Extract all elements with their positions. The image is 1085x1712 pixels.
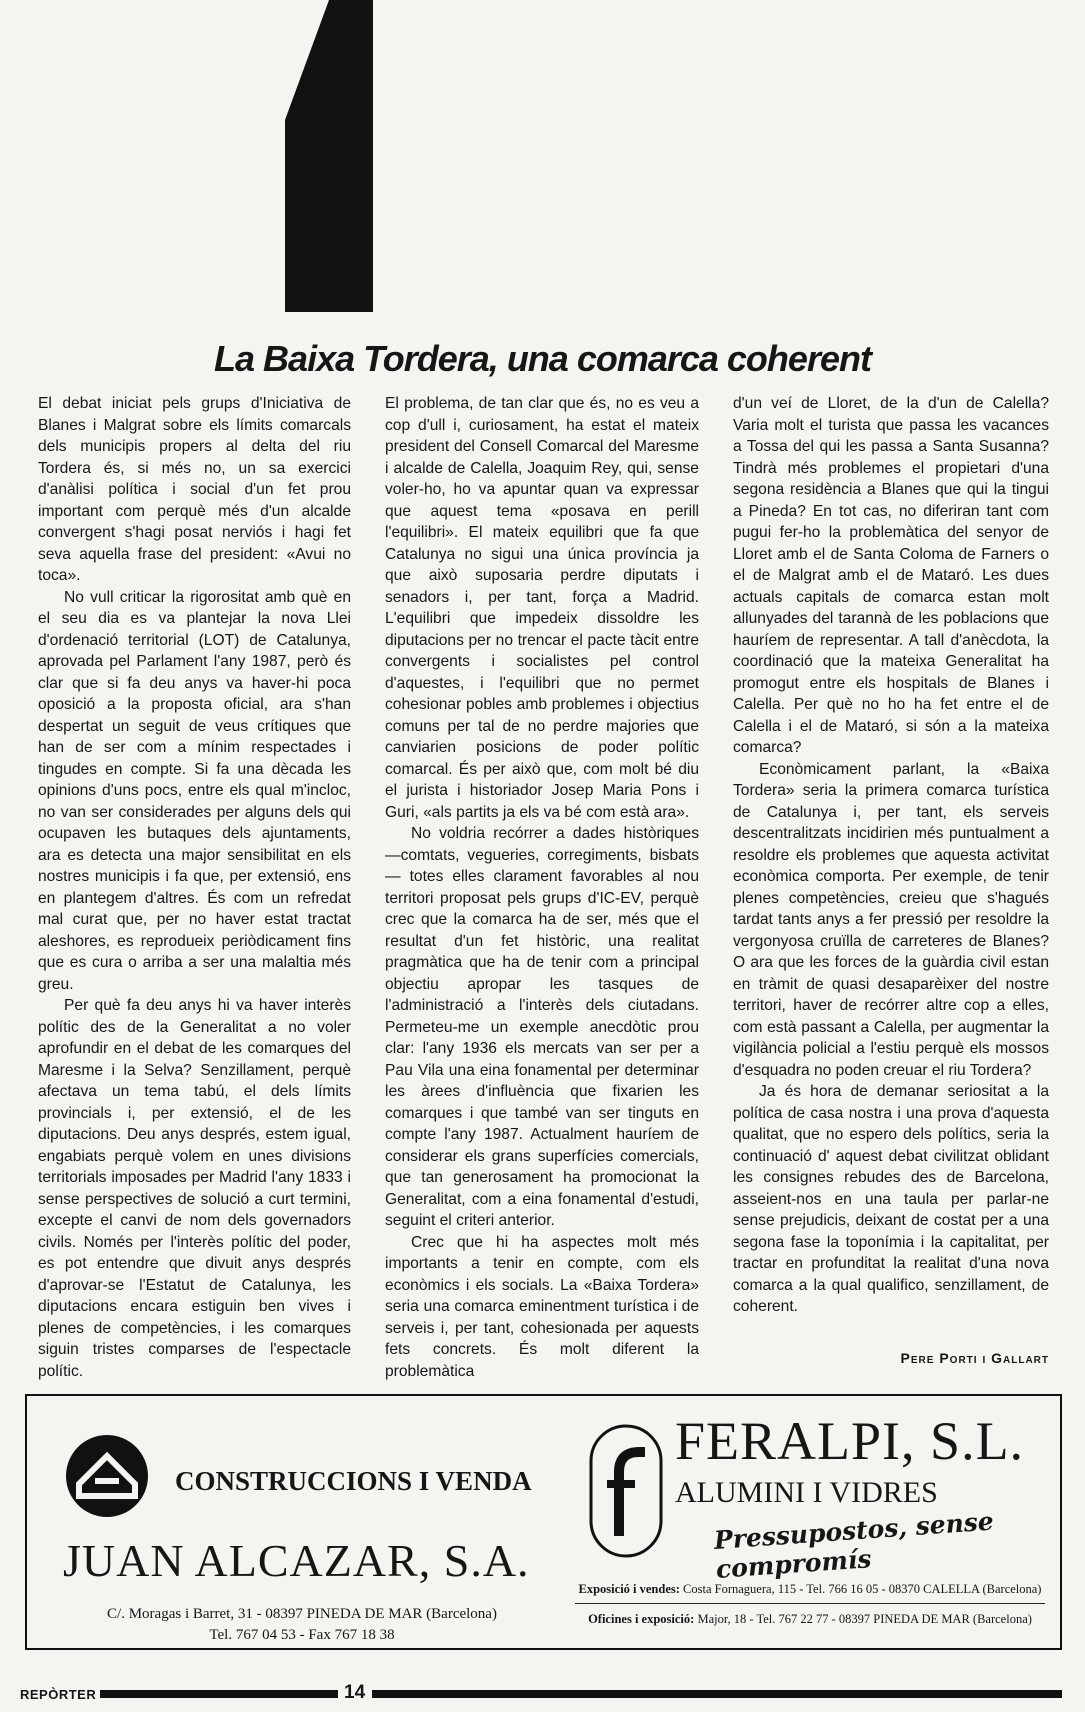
ad-feralpi-divider — [575, 1603, 1045, 1604]
ad-feralpi-name: FERALPI, S.L. — [675, 1411, 1025, 1471]
paragraph: Econòmicament parlant, la «Baixa Tordera» seria la primera comarca turística de Catalunya i, per tant, els serveis descentralitzats incidirien més puntualment a resoldre els problemes que aquesta activitat econòmica comporta. Per exemple, de tenir plenes competències, creieu que s'hagués tardat tants anys a fer pressió per resoldre la vergonyosa cruïlla de carreteres de Blanes? O ara que les forces de la guàrdia civil estan en tràmit de quasi desaparèixer del nostre territori, haver de recórrer altre cop a elles, com està passant a Calella, per augmentar la vigilància policial a l'estiu perquè els mossos d'esquadra no poden creuar el riu Tordera? — [733, 760, 1049, 1079]
article-column-1 — [38, 393, 351, 1382]
paragraph: d'un veí de Lloret, de la d'un de Calella? Varia molt el turista que passa les vacances a Tossa del qui les passa a Santa Susanna? Tindrà més problemes el propietari d'una segona residència a Blanes que qui la tingui a Pineda? En tot cas, no diferiran tant com pugui fer-ho la problemàtica del senyor de Lloret amb el de Santa Coloma de Farners o el de Malgrat amb el de Mataró. Les dues actuals capitals de comarca estan molt allunyades del tarannà de les poblacions que hauríem de representar. A tall d'anècdota, la coordinació que la mateixa Generalitat ha promogut entre els hospitals de Blanes i Calella. Per què no ho ha fet entre el de Calella i el de Mataró, si són a la mateixa comarca? — [733, 395, 1049, 756]
publication-name: REPÒRTER — [20, 1687, 97, 1702]
ad-address: C/. Moragas i Barret, 31 - 08397 PINEDA DE MAR (Barcelona) — [107, 1606, 497, 1622]
f-logo-icon — [589, 1424, 663, 1558]
line2-text: Major, 18 - Tel. 767 22 77 - 08397 PINEDA DE MAR (Barcelona) — [697, 1612, 1032, 1626]
article-author: Pere Porti i Gallart — [900, 1350, 1049, 1366]
line1-text: Costa Fornaguera, 115 - Tel. 766 16 05 - 08370 CALELLA (Barcelona) — [683, 1582, 1042, 1596]
paragraph: El problema, de tan clar que és, no es veu a cop d'ull i, curiosament, ha estat el mateix president del Consell Comarcal del Maresme i alcalde de Calella, Joaquim Rey, qui, sense voler-ho, ho va apuntar quan va expressar que aquest tema «posava en perill l'equilibri». El mateix equilibri que fa que Catalunya no sigui una única província ja que això suposaria perdre diputats i senadors i, per tant, força a Madrid. L'equilibri que impedeix dissoldre les diputacions per no trencar el pacte tàcit entre convergents i socialistes pel control d'aquestes, i l'equilibri que no permet cohesionar pobles amb problemes i objectius comuns per tal de no perdre majories que canviarien posicions de poder polític comarcal. És per això que, com molt bé diu el jurista i historiador Josep Maria Pons i Guri, «als partits ja els va bé com està ara». — [385, 395, 699, 821]
house-logo-icon — [65, 1434, 149, 1518]
line2-label: Oficines i exposició: — [588, 1612, 695, 1626]
advertisement-box — [25, 1394, 1062, 1650]
paragraph: Ja és hora de demanar seriositat a la política de casa nostra i una prova d'aquesta qualitat, que no espero dels polítics, seria la continuació d' aquest debat civilitzat oblidant les consignes rebudes des de Barcelona, asseient-nos en una taula per parlar-ne sense prejudicis, deixant de costat per a una segona fase la toponímia i la capitalitat, per tractar en profunditat la realitat d'una nova comarca a la qual qualifico, senzillament, de coherent. — [733, 1083, 1049, 1315]
article-column-2 — [385, 393, 699, 1382]
paragraph: No voldria recórrer a dades històriques —comtats, vegueries, corregiments, bisbats— totes elles clarament favorables al nou territori proposat pels grups d'IC-EV, perquè crec que la comarca ha de ser, més que el resultat d'un fet històric, una realitat pragmàtica que ha de tenir com a principal objectiu apropar les tasques de l'administració a l'interès dels ciutadans. Permeteu-me un exemple anecdòtic prou clar: l'any 1936 els mercats van ser per a Pau Vila una eina fonamental per determinar les àrees d'influència que fixarien les comarques i que també van ser tinguts en compte l'any 1987. Actualment hauríem de considerar els grans superfícies comercials, que tan generosament ha promocionat la Generalitat, com a eina fonamental d'estudi, seguint el criteri anterior. — [385, 825, 699, 1229]
ad-company-name: JUAN ALCAZAR, S.A. — [63, 1535, 530, 1586]
article-column-3 — [733, 393, 1049, 1318]
line1-label: Exposició i vendes: — [578, 1582, 680, 1596]
article-title: La Baixa Tordera, una comarca coherent — [214, 338, 871, 379]
footer-rule-right — [372, 1690, 1062, 1698]
paragraph: Crec que hi ha aspectes molt més importants a tenir en compte, com els econòmics i els socials. La «Baixa Tordera» seria una comarca eminentment turística i de serveis i, per tant, cohesionada per aquests fets concrets. És molt diferent la problemàtica — [385, 1233, 699, 1380]
page-number: 14 — [344, 1682, 366, 1703]
ad-headline: CONSTRUCCIONS I VENDA — [175, 1466, 532, 1496]
paragraph: Per què fa deu anys hi va haver interès polític des de la Generalitat a no voler aprofundir en el debat de les comarques del Maresme i la Selva? Senzillament, perquè afectava un tema tabú, el dels límits provincials i, per extensió, el de les diputacions. Deu anys després, estem igual, engabiats perquè volem en unes divisions territorials imposades per Madrid l'any 1833 i sense perspectives de solució a curt termini, excepte el canvi de nom dels governadors civils. Només per l'interès polític del poder, es pot entendre que divuit anys després d'aprovar-se l'Estatut de Catalunya, les diputacions encara estiguin ben vives i plenes de competències, i les comarques siguin tristes comparses de l'espectacle polític. — [38, 997, 351, 1380]
ad-juan-alcazar — [47, 1416, 557, 1643]
paragraph: No vull criticar la rigorositat amb què en el seu dia es va plantejar la nova Llei d'ordenació territorial (LOT) de Catalunya, aprovada pel Parlament l'any 1987, però és clar que si fa deu anys va haver-hi poca oposició a la proposta oficial, ara s'han despertat un seguit de veus crítiques que han de ser com a mínim respectades i tingudes en compte. Si fa una dècada les opinions d'uns pocs, entre els qual m'incloc, no van ser considerades per alguns dels qui ocupaven les butaques dels ajuntaments, ara es detecta una major sensibilitat en els nostres municipis i fa que, per extensió, ens en plantegem d'altres. És com un refredat mal curat que, per no haver estat tractat aleshores, es reprodueix periòdicament fins que es cura o arriba a ser una malaltia més greu. — [38, 588, 351, 993]
paragraph: El debat iniciat pels grups d'Iniciativa de Blanes i Malgrat sobre els límits comarcals dels municipis propers al delta del riu Tordera és, si més no, un sa exercici d'anàlisi política i social d'un fet prou important com perquè més d'un alcalde convergent s'hagi posat nerviós i hagi fet seva aquella frase del president: «Avui no toca». — [38, 395, 351, 584]
ad-feralpi — [575, 1410, 1045, 1640]
ad-feralpi-slogan: Pressupostos, sense compromís — [712, 1506, 995, 1584]
ad-contact — [47, 1604, 557, 1646]
ad-feralpi-line1 — [575, 1582, 1045, 1597]
masthead-graphic-notch — [285, 0, 329, 120]
footer-rule-left — [100, 1690, 338, 1698]
ad-feralpi-subtitle: ALUMINI I VIDRES — [675, 1476, 938, 1509]
ad-phone: Tel. 767 04 53 - Fax 767 18 38 — [209, 1627, 395, 1643]
ad-feralpi-line2 — [575, 1612, 1045, 1627]
